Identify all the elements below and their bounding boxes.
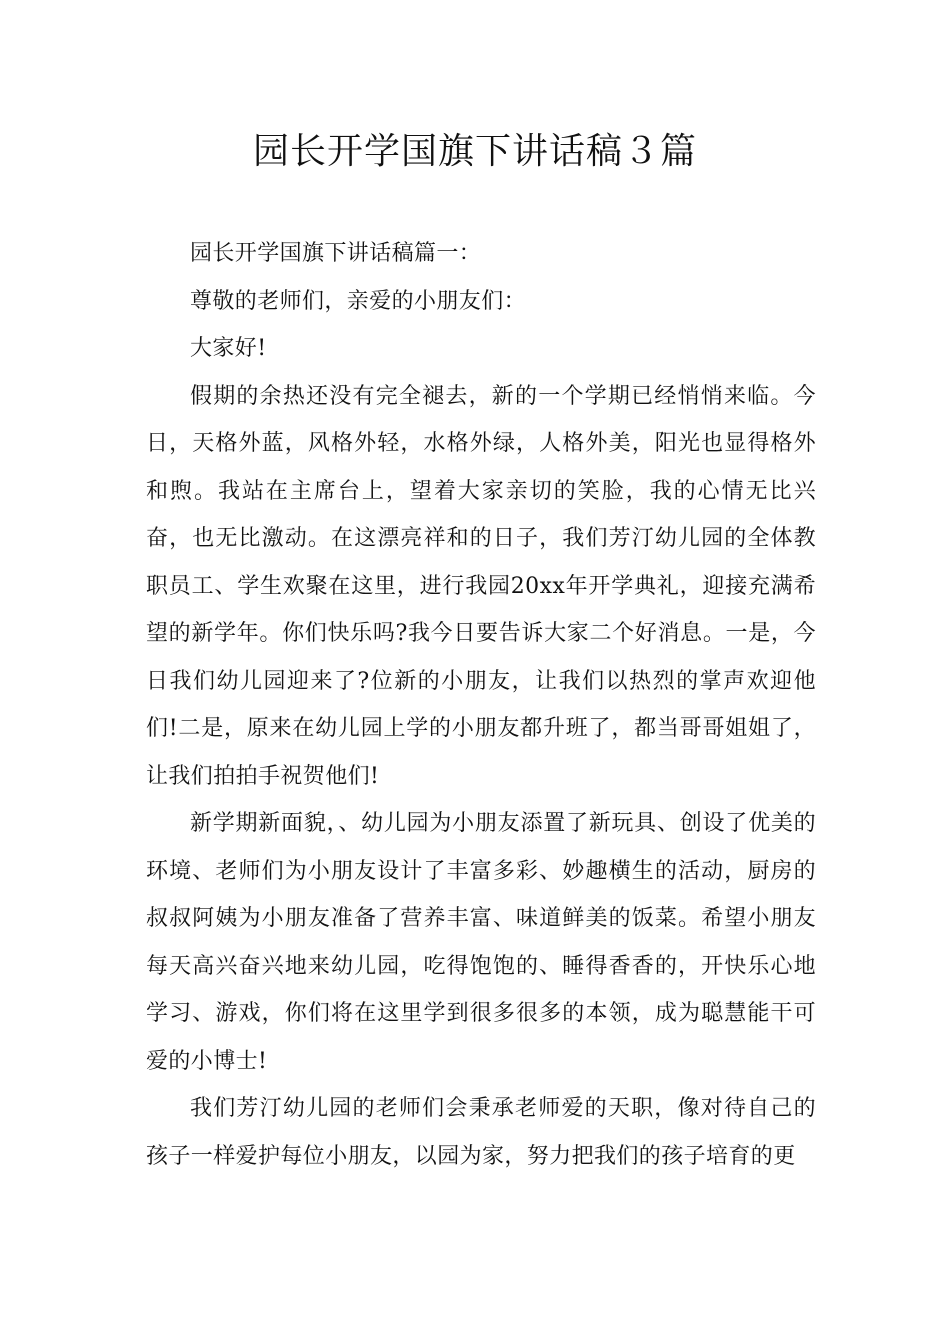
section-heading: 园长开学国旗下讲话稿篇一： [190, 241, 482, 266]
greeting: 大家好! [190, 336, 267, 361]
salutation: 尊敬的老师们，亲爱的小朋友们： [190, 288, 527, 314]
paragraph: 假期的余热还没有完全褪去，新的一个学期已经悄悄来临。今日，天格外蓝，风格外轻，水格外绿，人格外美，阳光也显得格外和煦。我站在主席台上，望着大家亲切的笑脸，我的心情无比兴奋，也无比激动。在这漂亮祥和的日子，我们芳汀幼儿园的全体教职员工、学生欢聚在这里，进行我园20xx年开学典礼，迎接充满希望的新学年。你们快乐吗?我今日要告诉大家二个好消息。一是，今日我们幼儿园迎来了?位新的小朋友，让我们以热烈的掌声欢迎他们!二是，原来在幼儿园上学的小朋友都升班了，都当哥哥姐姐了，让我们拍拍手祝贺他们! [146, 383, 816, 789]
document-body [146, 230, 816, 1180]
paragraph: 新学期新面貌，、幼儿园为小朋友添置了新玩具、创设了优美的环境、老师们为小朋友设计了丰富多彩、妙趣横生的活动，厨房的叔叔阿姨为小朋友准备了营养丰富、味道鲜美的饭菜。希望小朋友每天高兴奋兴地来幼儿园，吃得饱饱的、睡得香香的，开快乐心地学习、游戏，你们将在这里学到很多很多的本领，成为聪慧能干可爱的小博士! [146, 811, 816, 1074]
paragraph: 我们芳汀幼儿园的老师们会秉承老师爱的天职，像对待自己的孩子一样爱护每位小朋友，以园为家，努力把我们的孩子培育的更 [146, 1096, 816, 1169]
document-title: 园长开学国旗下讲话稿３篇 [252, 131, 697, 172]
